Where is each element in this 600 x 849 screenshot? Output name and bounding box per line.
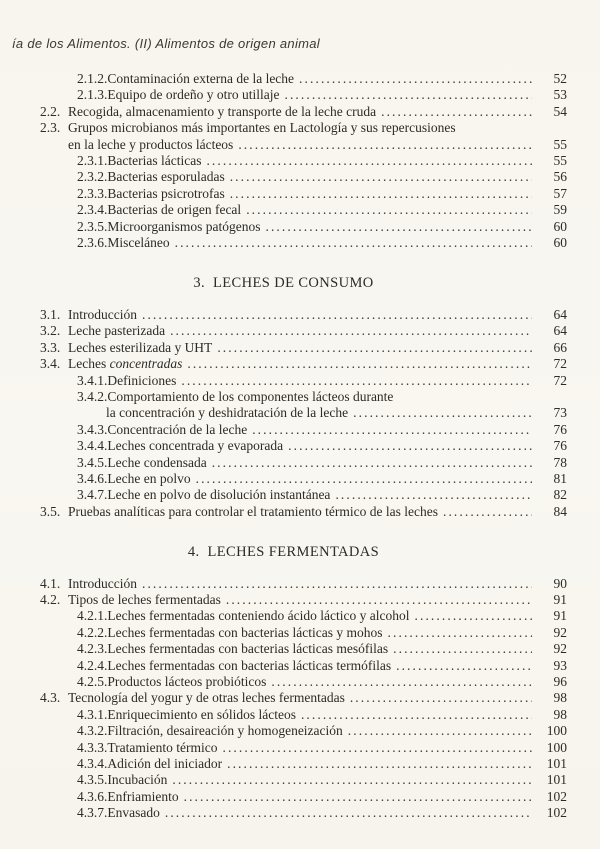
- dot-leader: [184, 789, 532, 805]
- entry-title: Envasado: [107, 805, 160, 821]
- entry-title: Bacterias lácticas: [107, 153, 202, 169]
- entry-title: Leches fermentadas con bacterias lácticas termófilas: [107, 657, 392, 673]
- page-number: 53: [553, 87, 567, 103]
- dot-leader: [165, 805, 532, 821]
- page-number: 81: [553, 470, 567, 486]
- entry-title: Misceláneo: [107, 235, 170, 251]
- toc-entry: [0, 389, 567, 405]
- entry-title: Leches concentrada y evaporada: [107, 438, 284, 454]
- entry-number: 2.3.5.: [77, 218, 108, 234]
- entry-number: 3.4.4.: [77, 438, 108, 454]
- entry-title-continued: la concentración y deshidratación de la leche: [106, 405, 349, 421]
- page-number: 56: [553, 169, 567, 185]
- dot-leader: [230, 169, 532, 185]
- dot-leader: [271, 674, 532, 690]
- entry-number: 2.3.: [40, 120, 61, 136]
- entry-title: Leches fermentadas con bacterias lácticas y mohos: [107, 624, 383, 640]
- dot-leader: [299, 71, 532, 87]
- entry-title: Tipos de leches fermentadas: [68, 591, 221, 607]
- entry-number: 2.3.6.: [77, 235, 108, 251]
- page-number: 84: [553, 503, 567, 519]
- entry-number: 2.3.3.: [77, 185, 108, 201]
- entry-number: 3.4.3.: [77, 421, 108, 437]
- entry-number: 4.2.2.: [77, 624, 108, 640]
- page-number: 101: [546, 756, 567, 772]
- dot-leader: [170, 323, 532, 339]
- dot-leader: [230, 186, 532, 202]
- entry-title: Introducción: [68, 306, 137, 322]
- entry-title: Leches concentradas: [68, 356, 183, 372]
- toc-entry: [0, 340, 567, 356]
- page-number: 57: [553, 185, 567, 201]
- page-number: 54: [553, 103, 567, 119]
- toc: [0, 71, 600, 822]
- entry-number: 3.4.2.: [77, 388, 108, 404]
- page-number: 73: [553, 405, 567, 421]
- page-number: 90: [553, 575, 567, 591]
- page-number: 64: [553, 306, 567, 322]
- toc-entry: [0, 789, 567, 805]
- dot-leader: [217, 340, 532, 356]
- dot-leader: [350, 690, 532, 706]
- dot-leader: [212, 455, 532, 471]
- dot-leader: [284, 87, 532, 103]
- page-number: 59: [553, 202, 567, 218]
- page-number: 72: [553, 372, 567, 388]
- toc-entry-continuation: [0, 137, 567, 153]
- entry-number: 4.2.: [40, 591, 61, 607]
- toc-entry: [0, 120, 567, 136]
- page-number: 82: [553, 487, 567, 503]
- toc-entry: [0, 707, 567, 723]
- page-number: 102: [546, 788, 567, 804]
- toc-entry: [0, 71, 567, 87]
- entry-title: Bacterias de origen fecal: [107, 202, 242, 218]
- dot-leader: [181, 373, 532, 389]
- dot-leader: [226, 592, 532, 608]
- toc-entry: [0, 608, 567, 624]
- entry-number: 4.3.5.: [77, 772, 108, 788]
- toc-entry: [0, 356, 567, 372]
- entry-number: 2.1.2.: [77, 71, 108, 86]
- entry-number: 2.3.1.: [77, 153, 108, 169]
- toc-entry: [0, 422, 567, 438]
- entry-title: Leches esterilizada y UHT: [68, 339, 213, 355]
- toc-entry: [0, 487, 567, 503]
- entry-number: 4.2.5.: [77, 674, 108, 689]
- entry-number: 4.3.4.: [77, 756, 108, 772]
- entry-number: 4.3.3.: [77, 739, 108, 755]
- entry-title: Bacterias psicrotrofas: [107, 185, 225, 201]
- page-number: 66: [553, 339, 567, 355]
- toc-entry: [0, 674, 567, 690]
- page-number: 76: [553, 438, 567, 454]
- page-number: 100: [546, 739, 567, 755]
- entry-title: Leche condensada: [107, 454, 207, 470]
- entry-title: Definiciones: [107, 372, 177, 388]
- entry-number: 4.3.1.: [77, 706, 108, 722]
- section-heading-number: 3.: [193, 275, 205, 292]
- dot-leader: [206, 153, 532, 169]
- running-header: ía de los Alimentos. (II) Alimentos de origen animal: [12, 36, 320, 51]
- dot-leader: [348, 723, 532, 739]
- entry-number: 2.3.2.: [77, 169, 108, 185]
- dot-leader: [443, 504, 532, 520]
- toc-entry: [0, 625, 567, 641]
- dot-leader: [172, 772, 532, 788]
- entry-title: Productos lácteos probióticos: [107, 674, 267, 689]
- toc-entry: [0, 658, 567, 674]
- dot-leader: [246, 202, 532, 218]
- entry-title: Leche en polvo de disolución instantánea: [107, 487, 331, 503]
- entry-number: 3.2.: [40, 323, 61, 339]
- toc-entry: [0, 438, 567, 454]
- entry-number: 4.3.2.: [77, 723, 108, 739]
- page-number: 98: [553, 690, 567, 706]
- toc-entry: [0, 153, 567, 169]
- dot-leader: [175, 235, 532, 251]
- toc-entry: [0, 219, 567, 235]
- dot-leader: [196, 471, 532, 487]
- dot-leader: [142, 576, 532, 592]
- dot-leader: [353, 405, 532, 421]
- entry-title: Incubación: [107, 772, 168, 788]
- entry-number: 3.4.1.: [77, 372, 108, 388]
- toc-entry: [0, 471, 567, 487]
- entry-title: Enfriamiento: [107, 788, 179, 804]
- entry-title: Pruebas analíticas para controlar el tratamiento térmico de las leches: [68, 503, 438, 519]
- entry-number: 3.4.: [40, 356, 61, 372]
- page-number: 55: [553, 153, 567, 169]
- dot-leader: [187, 356, 532, 372]
- page-number: 98: [553, 706, 567, 722]
- dot-leader: [335, 487, 532, 503]
- entry-number: 2.3.4.: [77, 202, 108, 218]
- dot-leader: [238, 137, 532, 153]
- entry-number: 4.1.: [40, 575, 61, 591]
- toc-entry-continuation: [0, 405, 567, 421]
- page-number: 60: [553, 235, 567, 251]
- entry-number: 3.3.: [40, 339, 61, 355]
- entry-title: Leche en polvo: [107, 470, 191, 486]
- toc-entry: [0, 576, 567, 592]
- dot-leader: [301, 707, 532, 723]
- dot-leader: [265, 219, 532, 235]
- toc-entry: [0, 805, 567, 821]
- entry-number: 4.3.6.: [77, 788, 108, 804]
- entry-title: Concentración de la leche: [107, 421, 248, 437]
- page-number: 60: [553, 218, 567, 234]
- page-number: 78: [553, 454, 567, 470]
- page-number: 64: [553, 323, 567, 339]
- dot-leader: [415, 608, 533, 624]
- entry-title-continued: en la leche y productos lácteos: [68, 136, 234, 152]
- toc-entry: [0, 235, 567, 251]
- dot-leader: [393, 641, 532, 657]
- entry-number: 4.3.: [40, 690, 61, 706]
- page-number: 101: [546, 772, 567, 788]
- dot-leader: [288, 438, 532, 454]
- entry-number: 4.2.4.: [77, 657, 108, 673]
- toc-entry: [0, 592, 567, 608]
- page-number: 91: [553, 591, 567, 607]
- entry-title: Comportamiento de los componentes lácteos durante: [107, 388, 394, 404]
- entry-number: 3.4.6.: [77, 470, 108, 486]
- entry-title: Contaminación externa de la leche: [107, 71, 295, 86]
- toc-entry: [0, 504, 567, 520]
- toc-entry: [0, 641, 567, 657]
- entry-number: 3.4.5.: [77, 454, 108, 470]
- page-number: 93: [553, 657, 567, 673]
- page-number: 52: [553, 71, 567, 86]
- entry-number: 3.1.: [40, 306, 61, 322]
- entry-title: Bacterias esporuladas: [107, 169, 225, 185]
- toc-entry: [0, 202, 567, 218]
- toc-entry: [0, 455, 567, 471]
- entry-title: Leches fermentadas con bacterias lácticas mesófilas: [107, 641, 389, 657]
- section-heading-number: 4.: [187, 544, 200, 561]
- entry-title: Microorganismos patógenos: [107, 218, 261, 234]
- entry-title: Leches fermentadas conteniendo ácido láctico y alcohol: [107, 608, 410, 624]
- section-heading: [0, 544, 567, 560]
- page-number: 76: [553, 421, 567, 437]
- entry-title: Adición del iniciador: [107, 756, 223, 772]
- entry-number: 2.1.3.: [77, 87, 108, 103]
- toc-entry: [0, 373, 567, 389]
- entry-number: 2.2.: [40, 103, 61, 119]
- page-number: 72: [553, 356, 567, 372]
- toc-entry: [0, 740, 567, 756]
- toc-entry: [0, 756, 567, 772]
- entry-title: Tecnología del yogur y de otras leches fermentadas: [68, 690, 345, 706]
- page-number: 96: [553, 674, 567, 689]
- dot-leader: [388, 625, 532, 641]
- page-number: 100: [546, 723, 567, 739]
- entry-title-italic: concentradas: [109, 356, 183, 372]
- page-number: 55: [553, 136, 567, 152]
- entry-title: Tratamiento térmico: [107, 739, 218, 755]
- page-number: 92: [553, 641, 567, 657]
- toc-entry: [0, 169, 567, 185]
- dot-leader: [252, 422, 532, 438]
- entry-title: Grupos microbianos más importantes en Lactología y sus repercusiones: [68, 120, 456, 136]
- dot-leader: [222, 740, 532, 756]
- entry-number: 3.5.: [40, 503, 61, 519]
- dot-leader: [396, 658, 532, 674]
- page-number: 102: [546, 805, 567, 821]
- entry-title: Filtración, desaireación y homogeneización: [107, 723, 343, 739]
- entry-number: 4.2.3.: [77, 641, 108, 657]
- entry-title: Leche pasterizada: [68, 323, 166, 339]
- page-number: 92: [553, 624, 567, 640]
- entry-title: Enriquecimiento en sólidos lácteos: [107, 706, 296, 722]
- toc-entry: [0, 104, 567, 120]
- toc-entry: [0, 87, 567, 103]
- entry-number: 4.3.7.: [77, 805, 108, 821]
- dot-leader: [227, 756, 532, 772]
- dot-leader: [381, 104, 532, 120]
- entry-title: Equipo de ordeño y otro utillaje: [107, 87, 280, 103]
- toc-entry: [0, 690, 567, 706]
- entry-number: 4.2.1.: [77, 608, 108, 624]
- section-heading-label: LECHES FERMENTADAS: [207, 544, 380, 561]
- toc-entry: [0, 772, 567, 788]
- entry-title: Recogida, almacenamiento y transporte de la leche cruda: [68, 103, 377, 119]
- entry-title: Introducción: [68, 575, 137, 591]
- section-heading-label: LECHES DE CONSUMO: [213, 275, 374, 292]
- toc-entry: [0, 723, 567, 739]
- dot-leader: [142, 307, 532, 323]
- section-heading: [0, 275, 567, 291]
- page-number: 91: [553, 608, 567, 624]
- toc-entry: [0, 323, 567, 339]
- toc-entry: [0, 307, 567, 323]
- entry-number: 3.4.7.: [77, 487, 108, 503]
- toc-entry: [0, 186, 567, 202]
